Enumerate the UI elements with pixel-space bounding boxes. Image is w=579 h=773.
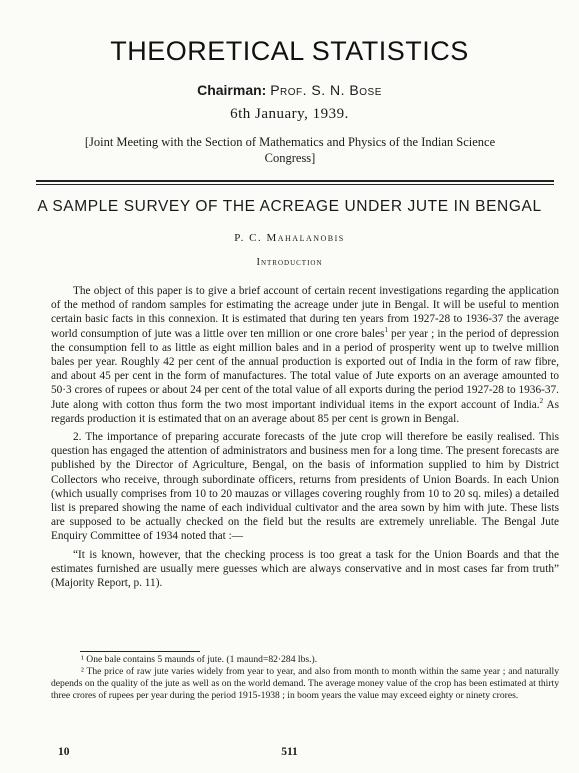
footnote-divider xyxy=(80,651,200,652)
chairman-name: Prof. S. N. Bose xyxy=(270,82,382,98)
header-divider xyxy=(36,180,554,182)
block-quote: “It is known, however, that the checking process is too great a task for the Union Boards and that the estimates furnished are usually mere guesses which are always conservative and in most cases far from truth” (Majority Report, p. 11). xyxy=(51,548,559,590)
page-number-left: 10 xyxy=(58,746,70,758)
footnote-2: ² The price of raw jute varies widely from year to year, and also from month to month within the same year ; and naturally depends on the quality of the jute as well as on the world demand. The average money value of the crop has been estimated at thirty three crores of rupees per year during the period 1915-1938 ; in boom years the value may exceed eighty or ninety crores. xyxy=(51,666,559,701)
paragraph-1-text-c: As regards production it is estimated that on an average about 85 per cent is grown in Bengal. xyxy=(51,398,559,425)
paragraph-1-text-a: The object of this paper is to give a brief account of certain recent investigations regarding the application of the method of random samples for estimating the acreage under jute in Bengal. It will be useful to mention certain basic facts in this connexion. It is estimated that during ten years from 1927-28 to 1936-37 the average world consumption of jute was a little over ten million or one crore bales xyxy=(51,285,559,340)
footnote-ref-2: 2 xyxy=(539,396,544,405)
header-divider-thin xyxy=(36,184,554,185)
footnotes xyxy=(51,654,559,702)
footnote-ref-1: 1 xyxy=(384,325,388,334)
paper-title: A SAMPLE SURVEY OF THE ACREAGE UNDER JUTE IN BENGAL xyxy=(37,198,542,215)
paragraph-1-text-b: per year ; in the period of depression the consumption fell to as little as eight million bales and in a period of prosperity went up to twelve million bales per year. Roughly 42 per cent of the annual production is exported out of India in the form of raw fibre, and about 45 per cent in the form of manufactures. The total value of Jute exports on an average amounted to 50·3 crores of rupees or about 24 per cent of the total value of all exports during the period 1927-28 to 1936-37. Jute along with cotton thus form the two most important individual items in the export account of India. xyxy=(51,327,559,411)
section-title: THEORETICAL STATISTICS xyxy=(110,36,469,66)
paper-author: P. C. Mahalanobis xyxy=(234,232,345,244)
chairman-label: Chairman: xyxy=(197,82,267,98)
footnote-1: ¹ One bale contains 5 maunds of jute. (1 maund=82·284 lbs.). xyxy=(81,654,318,665)
paragraph-1 xyxy=(51,284,559,426)
meeting-date: 6th January, 1939. xyxy=(230,106,349,122)
section-heading: Introduction xyxy=(256,257,323,268)
chairman-line xyxy=(0,82,579,98)
article-body xyxy=(51,284,559,594)
paragraph-2: 2. The importance of preparing accurate forecasts of the jute crop will therefore be easily realised. This question has engaged the attention of administrators and business men for a long time. The present forecasts are published by the Director of Agriculture, Bengal, on the basis of information supplied to him by District Collectors who receive, through subordinate officers, returns from presidents of Union Boards. In each Union (which usually comprises from 10 to 20 mauzas or villages covering roughly from 10 to 20 sq. miles) a detailed list is prepared showing the name of each individual cultivator and the area sown by him with jute. These lists are supposed to be actually checked on the field but the results are extremely unreliable. The Bengal Jute Enquiry Committee of 1934 noted that :— xyxy=(51,431,559,543)
page-number-center: 511 xyxy=(281,746,298,758)
meeting-note: [Joint Meeting with the Section of Mathematics and Physics of the Indian Science Congress] xyxy=(84,135,496,165)
